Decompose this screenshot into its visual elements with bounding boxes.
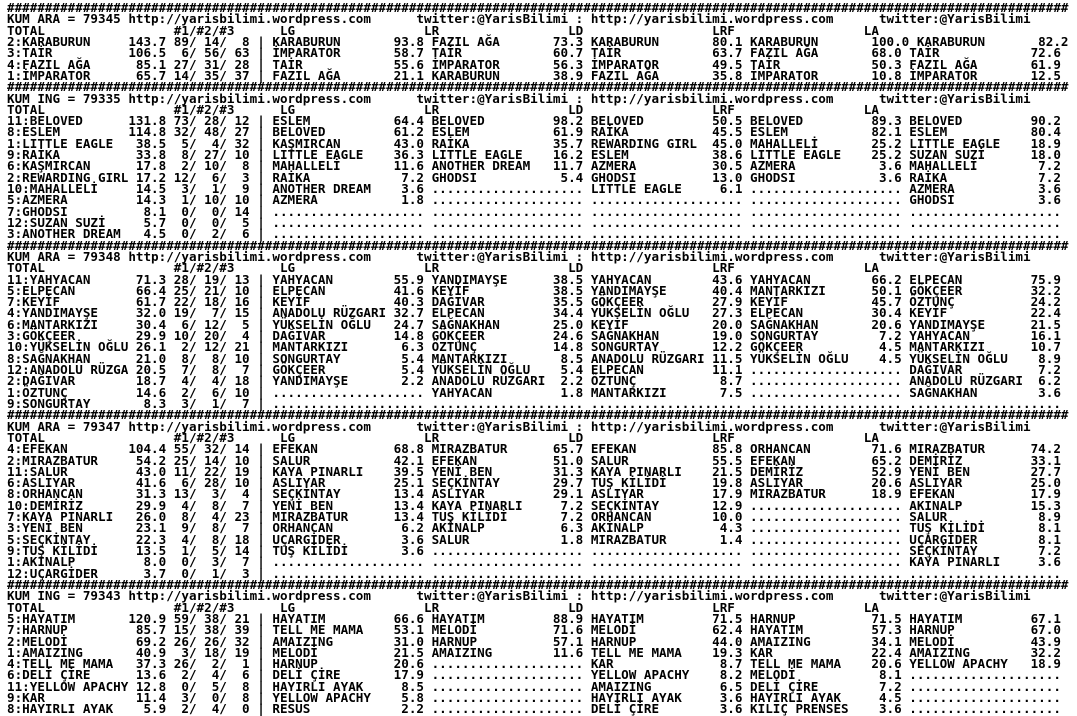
data-row: 6:DELİ ÇİRE 13.6 2/ 4/ 6 | DELİ ÇİRE 17.9 .................... YELLOW APACHY 8.2 MELODİ 8.1 .................... [7,667,1061,683]
separator-line: ############################################################################################################################################ [7,0,1069,15]
data-row: 2:MELODİ 69.2 26/ 26/ 32 | AMAIZING 31.0 HARNUP 57.1 HARNUP 44.0 AMAIZING 34.1 MELODİ 43.9 [7,633,1061,649]
data-row: 11:YELLOW APACHY 12.8 0/ 5/ 8 | HAYIRLI AYAK 8.5 .................... AMAIZING 6.5 DELİ ÇİRE 7.2 .................... [7,678,1061,694]
data-row: 9:KAR 11.4 3/ 0/ 8 | YELLOW APACHY 5.8 .................... HAYIRLI AYAK 3.6 HAYIRLI AYAK 4.5 .................... [7,690,1061,706]
data-row: 4:EFEKAN 104.4 55/ 32/ 14 | EFEKAN 68.8 MIRAZBATUR 65.7 EFEKAN 85.8 ORHANCAN 71.6 MIRAZBATUR 74.2 [7,441,1061,457]
data-row: 3:TAİR 106.5 6/ 56/ 63 | İMPARATOR 58.7 TAİR 60.7 TAİR 63.7 FAZIL AĞA 68.0 TAİR 72.6 [7,45,1061,61]
data-row: 8:HAYIRLI AYAK 5.9 2/ 4/ 0 | RESUS 2.2 .................... DELİ ÇİRE 3.6 KILIÇ PRENSES 3.6 .................... [7,701,1061,716]
data-row: 1:LITTLE EAGLE 38.5 5/ 4/ 32 | KAŞMIRCAN 43.0 RAİKA 35.7 REWARDING GIRL 45.0 MAHALLELİ 25.2 LITTLE EAGLE 18.9 [7,135,1061,151]
column-header-line: TOTAL #1/#2/#3 LG LR LD LRF LA [7,22,879,38]
section-header-line: KUM ING = 79335 http://yarisbilimi.wordpress.com twitter:@YarisBilimi : http://yarisbilimi.wordpress.com twitter:@YarisBilimi [7,90,1031,106]
data-row: 8:SAĞNAKHAN 21.0 8/ 8/ 10 | SONGURTAY 5.4 MANTARKIZI 8.5 ANADOLU RÜZGARI 11.5 YÜKSELİN OĞLU 4.5 YÜKSELİN OĞLU 8.9 [7,350,1061,366]
data-row: 12:UÇARGİDER 3.7 0/ 1/ 3 | .................... .................... .................... .................... .................... [7,565,1061,581]
data-row: 1:AMAIZING 40.9 3/ 18/ 19 | MELODİ 21.5 AMAIZING 11.6 TELL ME MAMA 19.3 KAR 22.4 AMAIZING 32.2 [7,644,1061,660]
report-section [7,2,1077,81]
data-row: 3:YENİ BEN 23.1 9/ 8/ 7 | ORHANCAN 6.2 AKİNALP 6.3 AKİNALP 4.3 .................... TUŞ KİLİDİ 8.1 [7,520,1061,536]
report-section [7,79,1077,242]
data-row: 6:ASLIYAR 41.6 6/ 28/ 10 | ASLIYAR 25.1 SEÇKİNTAY 29.7 TUŞ KİLİDİ 19.8 ASLIYAR 20.6 ASLIYAR 25.0 [7,475,1061,491]
section-header-line: KUM ING = 79343 http://yarisbilimi.wordpress.com twitter:@YarisBilimi : http://yarisbilimi.wordpress.com twitter:@YarisBilimi [7,588,1031,604]
data-row: 9:SONGURTAY 8.3 3/ 1/ 7 | .................... .................... .................... .................... .................... [7,395,1061,411]
data-row: 4:FAZIL AĞA 85.1 27/ 31/ 28 | TAİR 55.6 İMPARATOR 56.3 İMPARATOR 49.5 TAİR 50.3 FAZIL AĞA 61.9 [7,56,1061,72]
data-row: 10:YÜKSELİN OĞLU 26.1 2/ 12/ 21 | MANTARKIZI 6.3 ÖZTUNÇ 14.8 SONGURTAY 12.2 GÖKÇEER 4.5 MANTARKIZI 10.7 [7,339,1061,355]
data-row: 10:MAHALLELİ 14.5 3/ 1/ 9 | ANOTHER DREAM 3.6 .................... LITTLE EAGLE 6.1 .................... AZMERA 3.6 [7,181,1061,196]
data-row: 9:RAİKA 33.8 8/ 27/ 10 | LITTLE EAGLE 36.3 LITTLE EAGLE 16.2 ESLEM 38.6 LITTLE EAGLE 25.2 SUZAN SUZİ 18.0 [7,147,1061,163]
separator-line: ############################################################################################################################################ [7,237,1069,253]
data-row: 1:AKINALP 8.0 0/ 3/ 7 | .................... .................... .................... .................... KAYA PINARLI 3.6 [7,554,1061,570]
data-row: 12:ANADOLU RÜZGA 20.5 7/ 8/ 7 | GÖKÇEER 5.4 YÜKSELİN OĞLU 5.4 ELPECAN 11.1 .................... DAĞIVAR 7.2 [7,362,1061,377]
data-row: 11:BELOVED 131.8 73/ 28/ 12 | ESLEM 64.4 BELOVED 98.2 BELOVED 50.5 BELOVED 89.3 BELOVED 90.2 [7,113,1061,129]
separator-line: ############################################################################################################################################ [7,407,1069,423]
data-row: 2:REWARDING GIRL 17.2 12/ 6/ 3 | RAİKA 7.2 GHODSI 5.4 GHODSI 13.0 GHODSI 3.6 RAİKA 7.2 [7,169,1061,185]
report-section [7,237,1077,411]
data-row: 3:GÖKÇEER 29.9 10/ 20/ 4 | DAĞIVAR 14.8 GÖKÇEER 24.6 SAĞNAKHAN 19.0 SONGURTAY 7.2 YAHYACAN 16.1 [7,328,1061,344]
data-row: 4:YANDIMAYŞE 32.0 19/ 7/ 15 | ANADOLU RÜZGARI 32.7 ELPECAN 34.4 YÜKSELİN OĞLU 27.3 ELPECAN 30.4 KEYİF 22.4 [7,305,1061,321]
data-row: 5:AZMERA 14.3 1/ 10/ 10 | AZMERA 1.8 .................... .................... .................... GHODSI 3.6 [7,192,1061,208]
data-row: 8:ORHANCAN 31.3 13/ 3/ 4 | SEÇKİNTAY 13.4 ASLIYAR 29.1 ASLIYAR 17.9 MIRAZBATUR 18.9 EFEKAN 17.9 [7,486,1061,502]
report-section [7,576,1077,716]
section-header-line: KUM ARA = 79347 http://yarisbilimi.wordpress.com twitter:@YarisBilimi : http://yarisbilimi.wordpress.com twitter:@YarisBilimi [7,418,1031,434]
data-row: 8:ESLEM 114.8 32/ 48/ 27 | BELOVED 61.2 ESLEM 61.9 RAİKA 45.5 ESLEM 82.1 ESLEM 80.4 [7,124,1061,140]
data-row: 6:MANTARKIZI 30.4 6/ 12/ 5 | YÜKSELİN OĞLU 24.7 SAĞNAKHAN 25.0 KEYİF 20.0 SAĞNAKHAN 20.6 YANDIMAYŞE 21.5 [7,316,1061,332]
data-row: 2:KARABURUN 143.7 89/ 14/ 8 | KARABURUN 93.8 FAZIL AĞA 73.3 KARABURUN 80.1 KARABURUN 100.0 KARABURUN 82.2 [7,33,1069,49]
data-row: 4:TELL ME MAMA 37.3 26/ 2/ 1 | HARNUP 20.6 .................... KAR 8.7 TELL ME MAMA 20.6 YELLOW APACHY 18.9 [7,656,1061,672]
column-header-line: TOTAL #1/#2/#3 LG LR LD LRF LA [7,101,879,117]
data-row: 11:YAHYACAN 71.3 28/ 19/ 13 | YAHYACAN 55.9 YANDIMAYŞE 38.5 YAHYACAN 43.6 YAHYACAN 66.2 ELPECAN 75.9 [7,271,1061,287]
separator-line: ############################################################################################################################################ [7,79,1069,95]
data-row: 7:GHODSI 8.1 0/ 0/ 14 | .................... .................... .................... .................... .................... [7,203,1061,219]
data-row: 2:MIRAZBATUR 54.2 25/ 14/ 10 | SALUR 42.1 EFEKAN 51.0 SALUR 55.5 EFEKAN 65.2 DEMİRİZ 33.1 [7,452,1061,468]
data-row: 5:HAYATIM 120.9 59/ 38/ 21 | HAYATIM 66.6 HAYATIM 88.9 HAYATIM 71.5 HARNUP 71.5 HAYATIM 67.1 [7,610,1061,626]
section-header-line: KUM ARA = 79345 http://yarisbilimi.wordpress.com twitter:@YarisBilimi : http://yarisbilimi.wordpress.com twitter:@YarisBilimi [7,11,1031,27]
report-section [7,409,1077,579]
data-row: 12:SUZAN SUZİ 5.7 0/ 0/ 5 | .................... .................... .................... .................... .................... [7,214,1061,230]
data-row: 9:TUŞ KİLİDİ 13.5 1/ 5/ 14 | TUŞ KİLİDİ 3.6 .................... .................... .................... SEÇKİNTAY 7.2 [7,543,1061,558]
separator-line: ############################################################################################################################################ [7,576,1069,592]
data-row: 7:KEYİF 61.7 22/ 18/ 16 | KEYİF 40.3 DAĞIVAR 35.5 GÖKÇEER 27.9 KEYİF 45.7 ÖZTUNÇ 24.2 [7,294,1061,310]
data-row: 11:SALUR 43.0 11/ 22/ 19 | KAYA PINARLI 39.5 YENİ BEN 31.3 KAYA PINARLI 21.5 DEMİRİZ 52.9 YENİ BEN 27.7 [7,463,1061,479]
data-row: 7:KAYA PINARLI 26.0 8/ 4/ 23 | MIRAZBATUR 13.4 TUŞ KİLİDİ 7.2 ORHANCAN 10.0 .................... SALUR 8.9 [7,509,1061,525]
data-row: 5:SEÇKİNTAY 22.3 4/ 8/ 18 | UÇARGİDER 3.6 SALUR 1.8 MIRAZBATUR 1.4 .................... UÇARGİDER 8.1 [7,531,1061,547]
section-header-line: KUM ARA = 79348 http://yarisbilimi.wordpress.com twitter:@YarisBilimi : http://yarisbilimi.wordpress.com twitter:@YarisBilimi [7,248,1031,264]
column-header-line: TOTAL #1/#2/#3 LG LR LD LRF LA [7,429,879,445]
data-row: 1:İMPARATOR 65.7 14/ 35/ 37 | FAZIL AĞA 21.1 KARABURUN 38.9 FAZIL AĞA 35.8 İMPARATOR 10.8 İMPARATOR 12.5 [7,67,1061,83]
data-row: 5:ELPECAN 66.4 25/ 21/ 10 | ELPECAN 41.6 KEYİF 38.5 YANDIMAYŞE 40.4 MANTARKIZI 50.1 GÖKÇEER 32.2 [7,282,1061,298]
data-row: 1:ÖZTUNÇ 14.6 2/ 6/ 10 | .................... YAHYACAN 1.8 MANTARKIZI 7.5 .................... SAĞNAKHAN 3.6 [7,384,1061,400]
data-row: 3:ANOTHER DREAM 4.5 0/ 2/ 6 | .................... .................... .................... .................... .................... [7,226,1061,242]
data-row: 10:DEMİRİZ 29.9 4/ 8/ 7 | YENİ BEN 13.4 KAYA PINARLI 7.2 SEÇKİNTAY 12.9 .................... AKINALP 15.3 [7,497,1061,513]
column-header-line: TOTAL #1/#2/#3 LG LR LD LRF LA [7,599,879,615]
data-row: 2:DAĞIVAR 18.7 4/ 4/ 18 | YANDIMAYŞE 2.2 ANADOLU RÜZGARI 2.2 ÖZTUNÇ 8.7 .................... ANADOLU RÜZGARI 6.2 [7,373,1061,389]
column-header-line: TOTAL #1/#2/#3 LG LR LD LRF LA [7,260,879,276]
data-row: 7:HARNUP 85.7 15/ 38/ 39 | TELL ME MAMA 53.1 MELODİ 71.6 MELODİ 62.4 HAYATIM 57.3 HARNUP 67.0 [7,622,1061,638]
data-row: 6:KAŞMIRCAN 17.8 2/ 10/ 8 | MAHALLELİ 11.6 ANOTHER DREAM 11.7 AZMERA 30.5 AZMERA 3.6 MAHALLELİ 7.2 [7,158,1061,174]
